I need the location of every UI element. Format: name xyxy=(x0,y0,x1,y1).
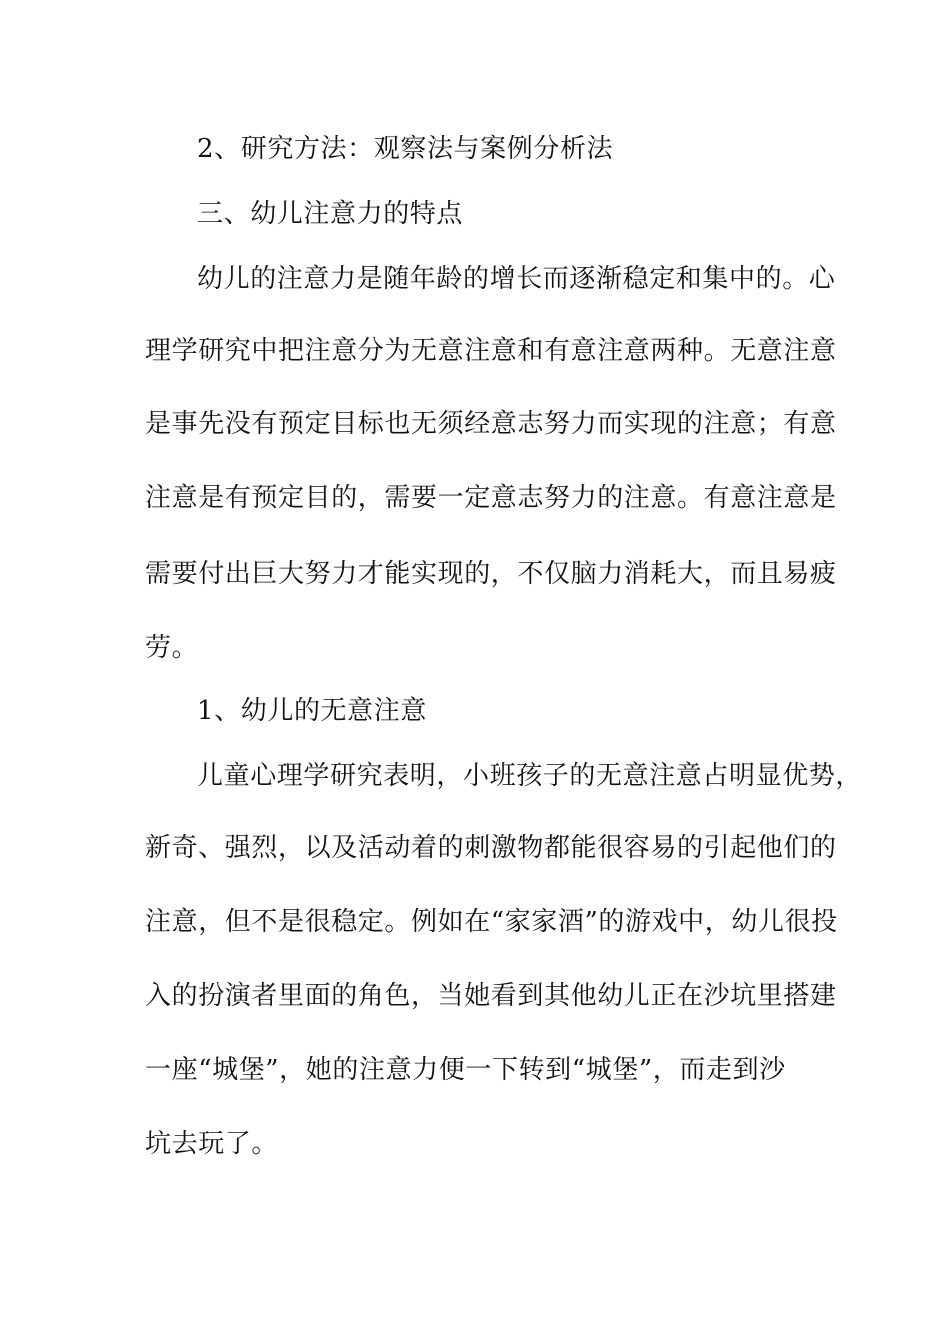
paragraph-line: 幼儿的注意力是随年龄的增长而逐渐稳定和集中的。心 xyxy=(197,264,836,294)
paragraph-line: 注意是有预定目的，需要一定意志努力的注意。有意注意是 xyxy=(145,483,837,513)
paragraph-line: 理学研究中把注意分为无意注意和有意注意两种。无意注意 xyxy=(145,336,837,366)
paragraph-line: 入的扮演者里面的角色，当她看到其他幼儿正在沙坑里搭建 xyxy=(145,981,837,1011)
paragraph-line: 劳。 xyxy=(145,633,199,663)
paragraph-line: 需要付出巨大努力才能实现的，不仅脑力消耗大，而且易疲 xyxy=(145,559,837,589)
paragraph-line: 注意，但不是很稳定。例如在“家家酒”的游戏中，幼儿很投 xyxy=(145,907,838,937)
subsection-heading-research-method: 2、研究方法：观察法与案例分析法 xyxy=(197,134,614,164)
paragraph-line: 一座“城堡”，她的注意力便一下转到“城堡”，而走到沙 xyxy=(145,1055,786,1085)
section-heading-attention-features: 三、幼儿注意力的特点 xyxy=(197,199,464,229)
paragraph-line: 新奇、强烈，以及活动着的刺激物都能很容易的引起他们的 xyxy=(145,833,837,863)
paragraph-line: 是事先没有预定目标也无须经意志努力而实现的注意；有意 xyxy=(145,409,837,439)
paragraph-line: 坑去玩了。 xyxy=(145,1129,279,1159)
subsection-heading-involuntary-attention: 1、幼儿的无意注意 xyxy=(197,696,427,726)
paragraph-line: 儿童心理学研究表明，小班孩子的无意注意占明显优势， xyxy=(197,761,863,791)
